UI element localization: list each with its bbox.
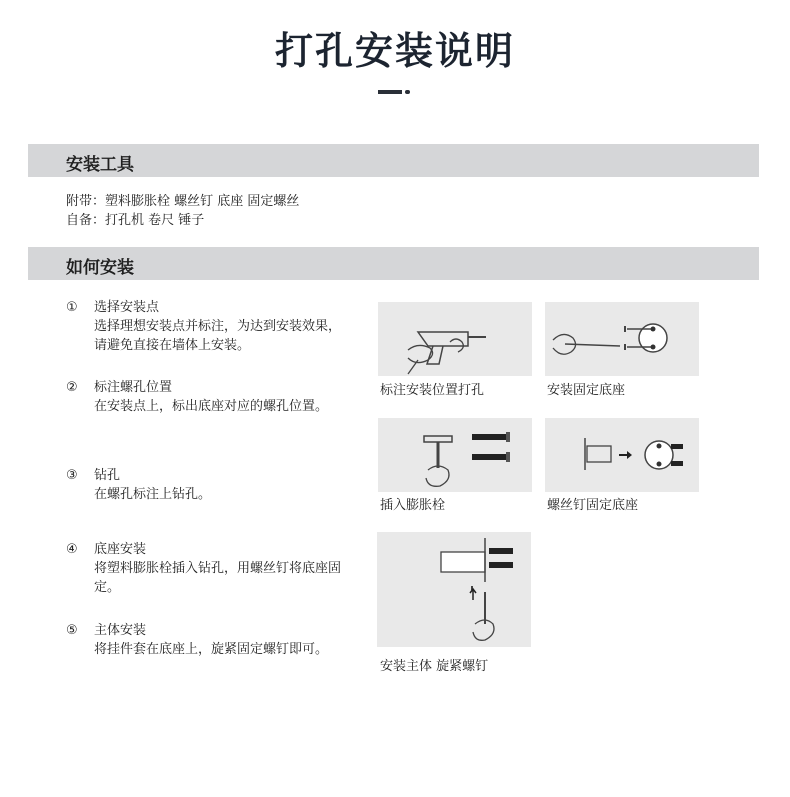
figure-caption: 螺丝钉固定底座: [547, 498, 639, 513]
figure-caption: 插入膨胀栓: [380, 498, 446, 513]
install-heading: 如何安装: [66, 258, 134, 278]
tools-self-provided: 自备：打孔机 卷尺 锤子: [66, 213, 205, 228]
step-description: 将塑料膨胀栓插入钻孔，用螺丝钉将底座固定。: [94, 561, 342, 595]
drill-illustration-icon: [378, 302, 532, 376]
step-title: 选择安装点: [94, 300, 160, 315]
step-number: ①: [66, 300, 78, 315]
step-3: [66, 466, 344, 504]
hammer-anchor-illustration-icon: [378, 418, 532, 492]
tools-included: 附带：塑料膨胀栓 螺丝钉 底座 固定螺丝: [66, 194, 300, 209]
tighten-screw-illustration-icon: [377, 532, 531, 647]
step-number: ③: [66, 468, 78, 483]
step-description: 在螺孔标注上钻孔。: [94, 487, 212, 502]
tools-list: [66, 192, 299, 230]
step-title: 钻孔: [94, 468, 121, 483]
step-description: 将挂件套在底座上，旋紧固定螺钉即可。: [94, 642, 329, 657]
page-title: 打孔安装说明: [274, 29, 515, 73]
tools-section-header: [28, 144, 759, 177]
step-4: [66, 540, 344, 597]
figure-caption: 安装主体 旋紧螺钉: [380, 659, 489, 674]
step-5: [66, 621, 344, 659]
step-title: 标注螺孔位置: [94, 380, 173, 395]
step-number: ⑤: [66, 623, 78, 638]
step-number: ②: [66, 380, 78, 395]
tools-heading: 安装工具: [66, 155, 134, 175]
screwdriver-base-illustration-icon: [545, 302, 699, 376]
install-section-header: [28, 247, 759, 280]
step-2: [66, 378, 344, 416]
title-underline-decoration: [378, 90, 412, 94]
step-description: 选择理想安装点并标注，为达到安装效果，请避免直接在墙体上安装。: [94, 319, 342, 353]
step-description: 在安装点上，标出底座对应的螺孔位置。: [94, 399, 329, 414]
base-screw-illustration-icon: [545, 418, 699, 492]
step-title: 主体安装: [94, 623, 147, 638]
step-1: [66, 298, 344, 355]
step-number: ④: [66, 542, 78, 557]
step-title: 底座安装: [94, 542, 147, 557]
figure-caption: 安装固定底座: [547, 383, 626, 398]
figure-caption: 标注安装位置打孔: [380, 383, 485, 398]
